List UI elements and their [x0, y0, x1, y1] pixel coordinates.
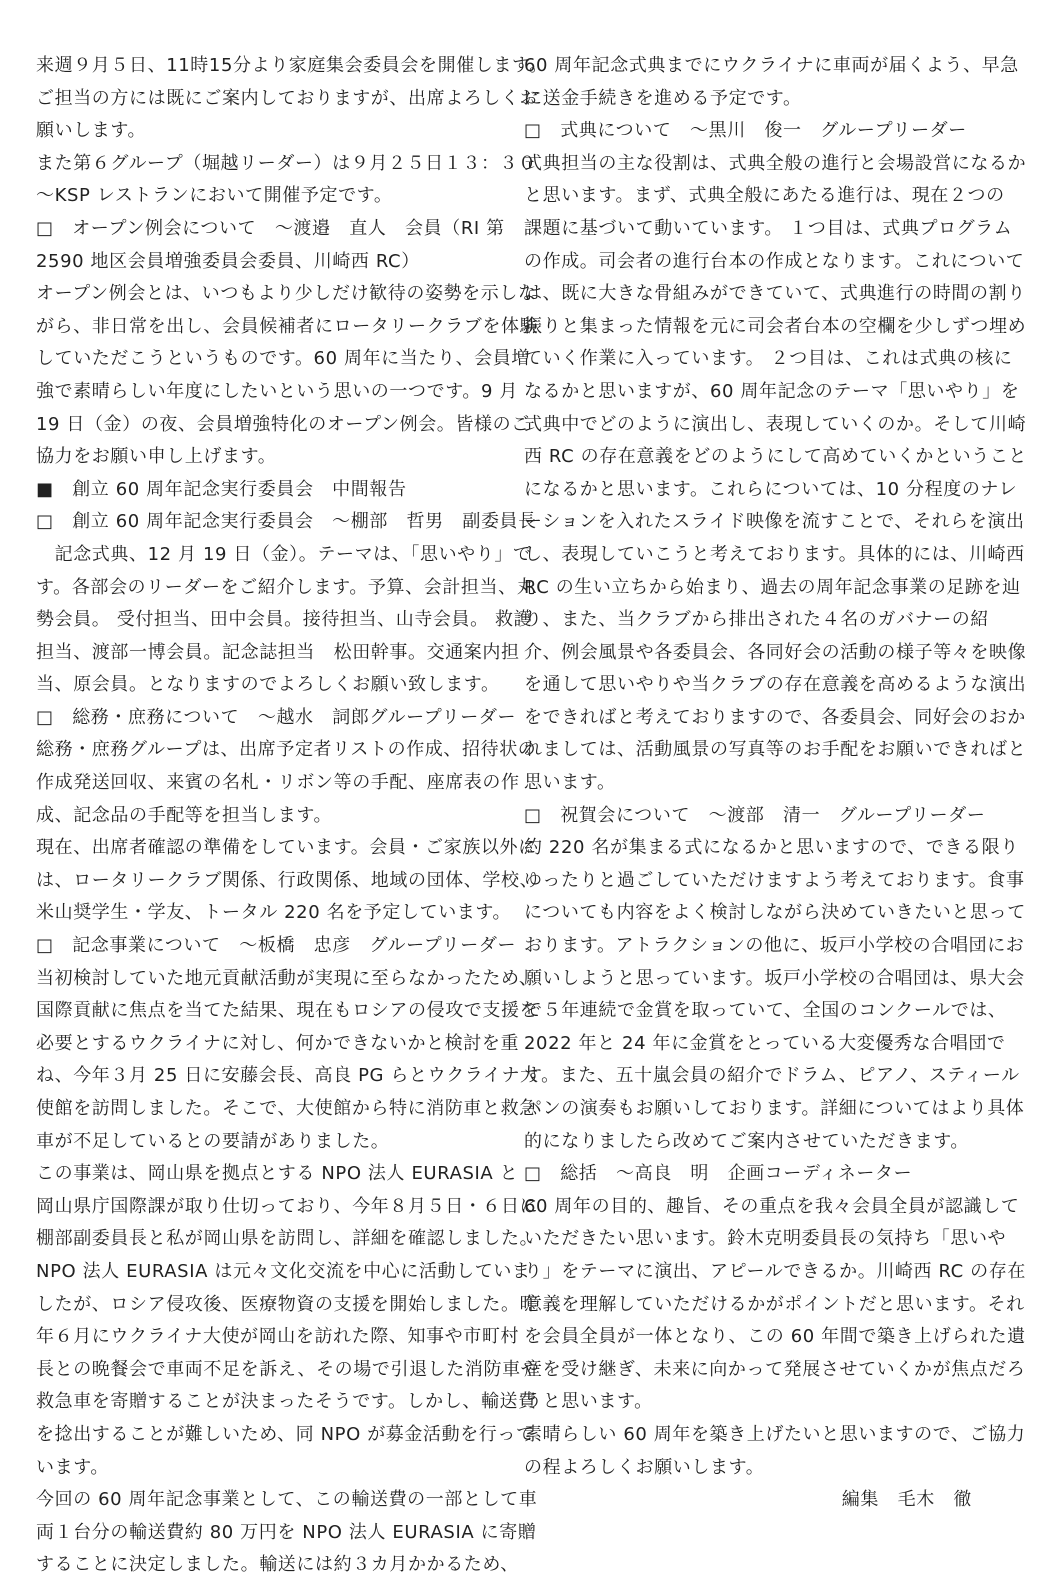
right-column: [524, 50, 1028, 1517]
text-line: 来週９月５日、11時15分より家庭集会委員会を開催します。: [36, 55, 548, 76]
text-line: 式典中でどのように演出し、表現していくのか。そして川崎: [524, 413, 1027, 435]
text-line: 2022 年と 24 年に金賞をとっている大変優秀な合唱団で: [524, 1032, 1006, 1054]
text-line: いただきたい思います。鈴木克明委員長の気持ち「思いや: [524, 1228, 1007, 1250]
text-line: 今回の 60 周年記念事業として、この輸送費の一部として車: [36, 1489, 538, 1511]
text-line: 願いしようと思っています。坂戸小学校の合唱団は、県大会: [524, 967, 1025, 989]
text-line: 長との晩餐会で車両不足を訴え、その場で引退した消防車や: [36, 1358, 540, 1380]
text-line: 協力をお願い申し上げます。: [36, 446, 277, 468]
text-line: 成、記念品の手配等を担当します。: [36, 804, 333, 826]
text-line: 意義を理解していただけるかがポイントだと思います。それ: [524, 1293, 1025, 1315]
text-line: 式典担当の主な役割は、式典全般の進行と会場設営になるか: [524, 152, 1027, 174]
text-line: がら、非日常を出し、会員候補者にロータリークラブを体験: [36, 315, 539, 337]
text-line: 勢会員。 受付担当、田中会員。接待担当、山寺会員。 救護: [36, 609, 533, 631]
text-line: 的になりましたら改めてご案内させていただきます。: [524, 1130, 969, 1152]
text-line: 介、例会風景や各委員会、各同好会の活動の様子等々を映像: [524, 641, 1027, 663]
text-line: ご担当の方には既にご案内しておりますが、出席よろしくお: [36, 87, 539, 109]
text-line: □ 総括 ～高良 明 企画コーディネーター: [524, 1163, 913, 1185]
text-line: 救急車を寄贈することが決まったそうです。しかし、輸送費: [36, 1391, 537, 1413]
text-line: また第６グループ（堀越リーダー）は９月２５日１３：３０: [36, 152, 537, 174]
editor-signature: 編集 毛木 徹: [841, 1489, 972, 1511]
text-line: 使館を訪問しました。そこで、大使館から特に消防車と救急: [36, 1098, 538, 1119]
text-line: 2590 地区会員増強委員会委員、川崎西 RC）: [36, 250, 420, 272]
text-line: おります。アトラクションの他に、坂戸小学校の合唱団にお: [524, 935, 1025, 957]
text-line: 現在、出席者確認の準備をしています。会員・ご家族以外に: [36, 837, 537, 859]
text-line: RC の生い立ちから始まり、過去の周年記念事業の足跡を辿: [524, 576, 1021, 598]
text-line: に送金手続きを進める予定です。: [524, 87, 802, 109]
text-line: オープン例会とは、いつもより少しだけ歓待の姿勢を示しな: [36, 283, 537, 305]
text-line: ■ 創立 60 周年記念実行委員会 中間報告: [36, 478, 407, 500]
text-line: 必要とするウクライナに対し、何かできないかと検討を重: [36, 1032, 520, 1054]
text-line: ゆったりと過ごしていただけますよう考えております。食事: [524, 869, 1025, 891]
text-line: ーションを入れたスライド映像を流すことで、それらを演出: [524, 511, 1025, 533]
text-line: □ 総務・庶務について ～越水 詞郎グループリーダー: [36, 706, 517, 728]
text-line: パンの演奏もお願いしております。詳細についてはより具体: [524, 1098, 1025, 1119]
text-line: ～KSP レストランにおいて開催予定です。: [36, 185, 393, 207]
text-line: NPO 法人 EURASIA は元々文化交流を中心に活動していま: [36, 1260, 531, 1282]
text-line: を通して思いやりや当クラブの存在意義を高めるような演出: [524, 674, 1027, 696]
text-line: す。各部会のリーダーをご紹介します。予算、会計担当、丸: [36, 576, 536, 598]
text-line: で５年連続で金賞を取っていて、全国のコンクールでは、: [524, 1000, 1007, 1022]
text-line: います。: [36, 1456, 109, 1478]
text-line: 課題に基づいて動いています。 １つ目は、式典プログラム: [524, 217, 1013, 239]
text-line: 60 周年記念式典までにウクライナに車両が届くよう、早急: [524, 55, 1019, 76]
text-line: 素晴らしい 60 周年を築き上げたいと思いますので、ご協力: [524, 1423, 1026, 1445]
left-column: [36, 50, 548, 1582]
text-line: 年６月にウクライナ大使が岡山を訪れた際、知事や市町村: [36, 1326, 520, 1348]
text-line: 当初検討していた地元貢献活動が実現に至らなかったため、: [36, 967, 538, 989]
text-line: □ 祝賀会について ～渡部 清一 グループリーダー: [524, 804, 986, 826]
text-line: この事業は、岡山県を拠点とする NPO 法人 EURASIA と: [36, 1163, 519, 1185]
text-line: 米山奨学生・学友、トータル 220 名を予定しています。: [36, 902, 512, 924]
text-line: 思います。: [524, 772, 616, 794]
text-line: の作成。司会者の進行台本の作成となります。これについて: [524, 250, 1025, 272]
text-line: ね、今年３月 25 日に安藤会長、高良 PG らとウクライナ大: [36, 1065, 539, 1087]
text-line: についても内容をよく検討しながら決めていきたいと思って: [524, 902, 1026, 924]
text-line: □ オープン例会について ～渡邉 直人 会員（RI 第: [36, 217, 505, 239]
text-line: になるかと思います。これらについては、10 分程度のナレ: [524, 478, 1018, 500]
text-line: を捻出することが難しいため、同 NPO が募金活動を行って: [36, 1423, 535, 1445]
text-line: を会員全員が一体となり、この 60 年間で築き上げられた遺: [524, 1326, 1026, 1348]
text-line: □ 創立 60 周年記念実行委員会 ～棚部 哲男 副委員長: [36, 511, 537, 533]
text-line: は、ロータリークラブ関係、行政関係、地域の団体、学校、: [36, 869, 539, 891]
text-line: 約 220 名が集まる式になるかと思いますので、できる限り: [524, 837, 1019, 859]
text-line: 作成発送回収、来賓の名札・リボン等の手配、座席表の作: [36, 772, 520, 794]
text-line: 強で素晴らしい年度にしたいという思いの一つです。9 月: [36, 380, 518, 402]
text-line: 願いします。: [36, 120, 147, 142]
text-line: うと思います。: [524, 1391, 653, 1413]
text-line: は、既に大きな骨組みができていて、式典進行の時間の割り: [524, 283, 1026, 305]
text-line: り」をテーマに演出、アピールできるか。川崎西 RC の存在: [524, 1260, 1026, 1282]
text-line: れましては、活動風景の写真等のお手配をお願いできればと: [524, 739, 1027, 761]
text-line: □ 記念事業について ～板橋 忠彦 グループリーダー: [36, 935, 517, 957]
text-line: と思います。まず、式典全般にあたる進行は、現在２つの: [524, 185, 1005, 207]
text-line: 産を受け継ぎ、未来に向かって発展させていくかが焦点だろ: [524, 1358, 1026, 1380]
text-line: 車が不足しているとの要請がありました。: [36, 1130, 390, 1152]
text-line: ていく作業に入っています。 ２つ目は、これは式典の核に: [524, 348, 1013, 370]
text-line: 西 RC の存在意義をどのようにして高めていくかということ: [524, 446, 1028, 468]
text-line: 岡山県庁国際課が取り仕切っており、今年８月５日・６日に: [36, 1195, 539, 1217]
text-line: 振りと集まった情報を元に司会者台本の空欄を少しずつ埋め: [524, 315, 1027, 337]
text-line: の程よろしくお願いします。: [524, 1456, 765, 1478]
text-line: り、また、当クラブから排出された４名のガバナーの紹: [524, 609, 989, 631]
text-line: 記念式典、12 月 19 日（金）。テーマは、「思いやり」で: [36, 543, 532, 565]
text-line: 60 周年の目的、趣旨、その重点を我々会員全員が認識して: [524, 1195, 1020, 1217]
text-line: をできればと考えておりますので、各委員会、同好会のおか: [524, 706, 1026, 728]
text-line: □ 式典について ～黒川 俊一 グループリーダー: [524, 120, 967, 142]
text-line: 当、原会員。となりますのでよろしくお願い致します。: [36, 674, 500, 696]
text-line: 担当、渡部一博会員。記念誌担当 松田幹事。交通案内担: [36, 641, 520, 663]
text-line: し、表現していこうと考えております。具体的には、川崎西: [524, 543, 1025, 565]
text-line: なるかと思いますが、60 周年記念のテーマ「思いやり」を: [524, 380, 1020, 402]
text-line: す。また、五十嵐会員の紹介でドラム、ピアノ、スティール: [524, 1065, 1020, 1087]
text-line: 棚部副委員長と私が岡山県を訪問し、詳細を確認しました。: [36, 1228, 539, 1250]
text-line: 総務・庶務グループは、出席予定者リストの作成、招待状の: [36, 739, 537, 761]
text-line: していただこうというものです。60 周年に当たり、会員増: [36, 348, 530, 370]
text-line: することに決定しました。輸送には約３カ月かかるため、: [36, 1554, 519, 1576]
text-line: 19 日（金）の夜、会員増強特化のオープン例会。皆様のご: [36, 413, 530, 435]
text-line: したが、ロシア侵攻後、医療物資の支援を開始しました。昨: [36, 1293, 539, 1315]
text-line: 両１台分の輸送費約 80 万円を NPO 法人 EURASIA に寄贈: [36, 1521, 537, 1543]
text-line: 国際貢献に焦点を当てた結果、現在もロシアの侵攻で支援を: [36, 1000, 539, 1022]
